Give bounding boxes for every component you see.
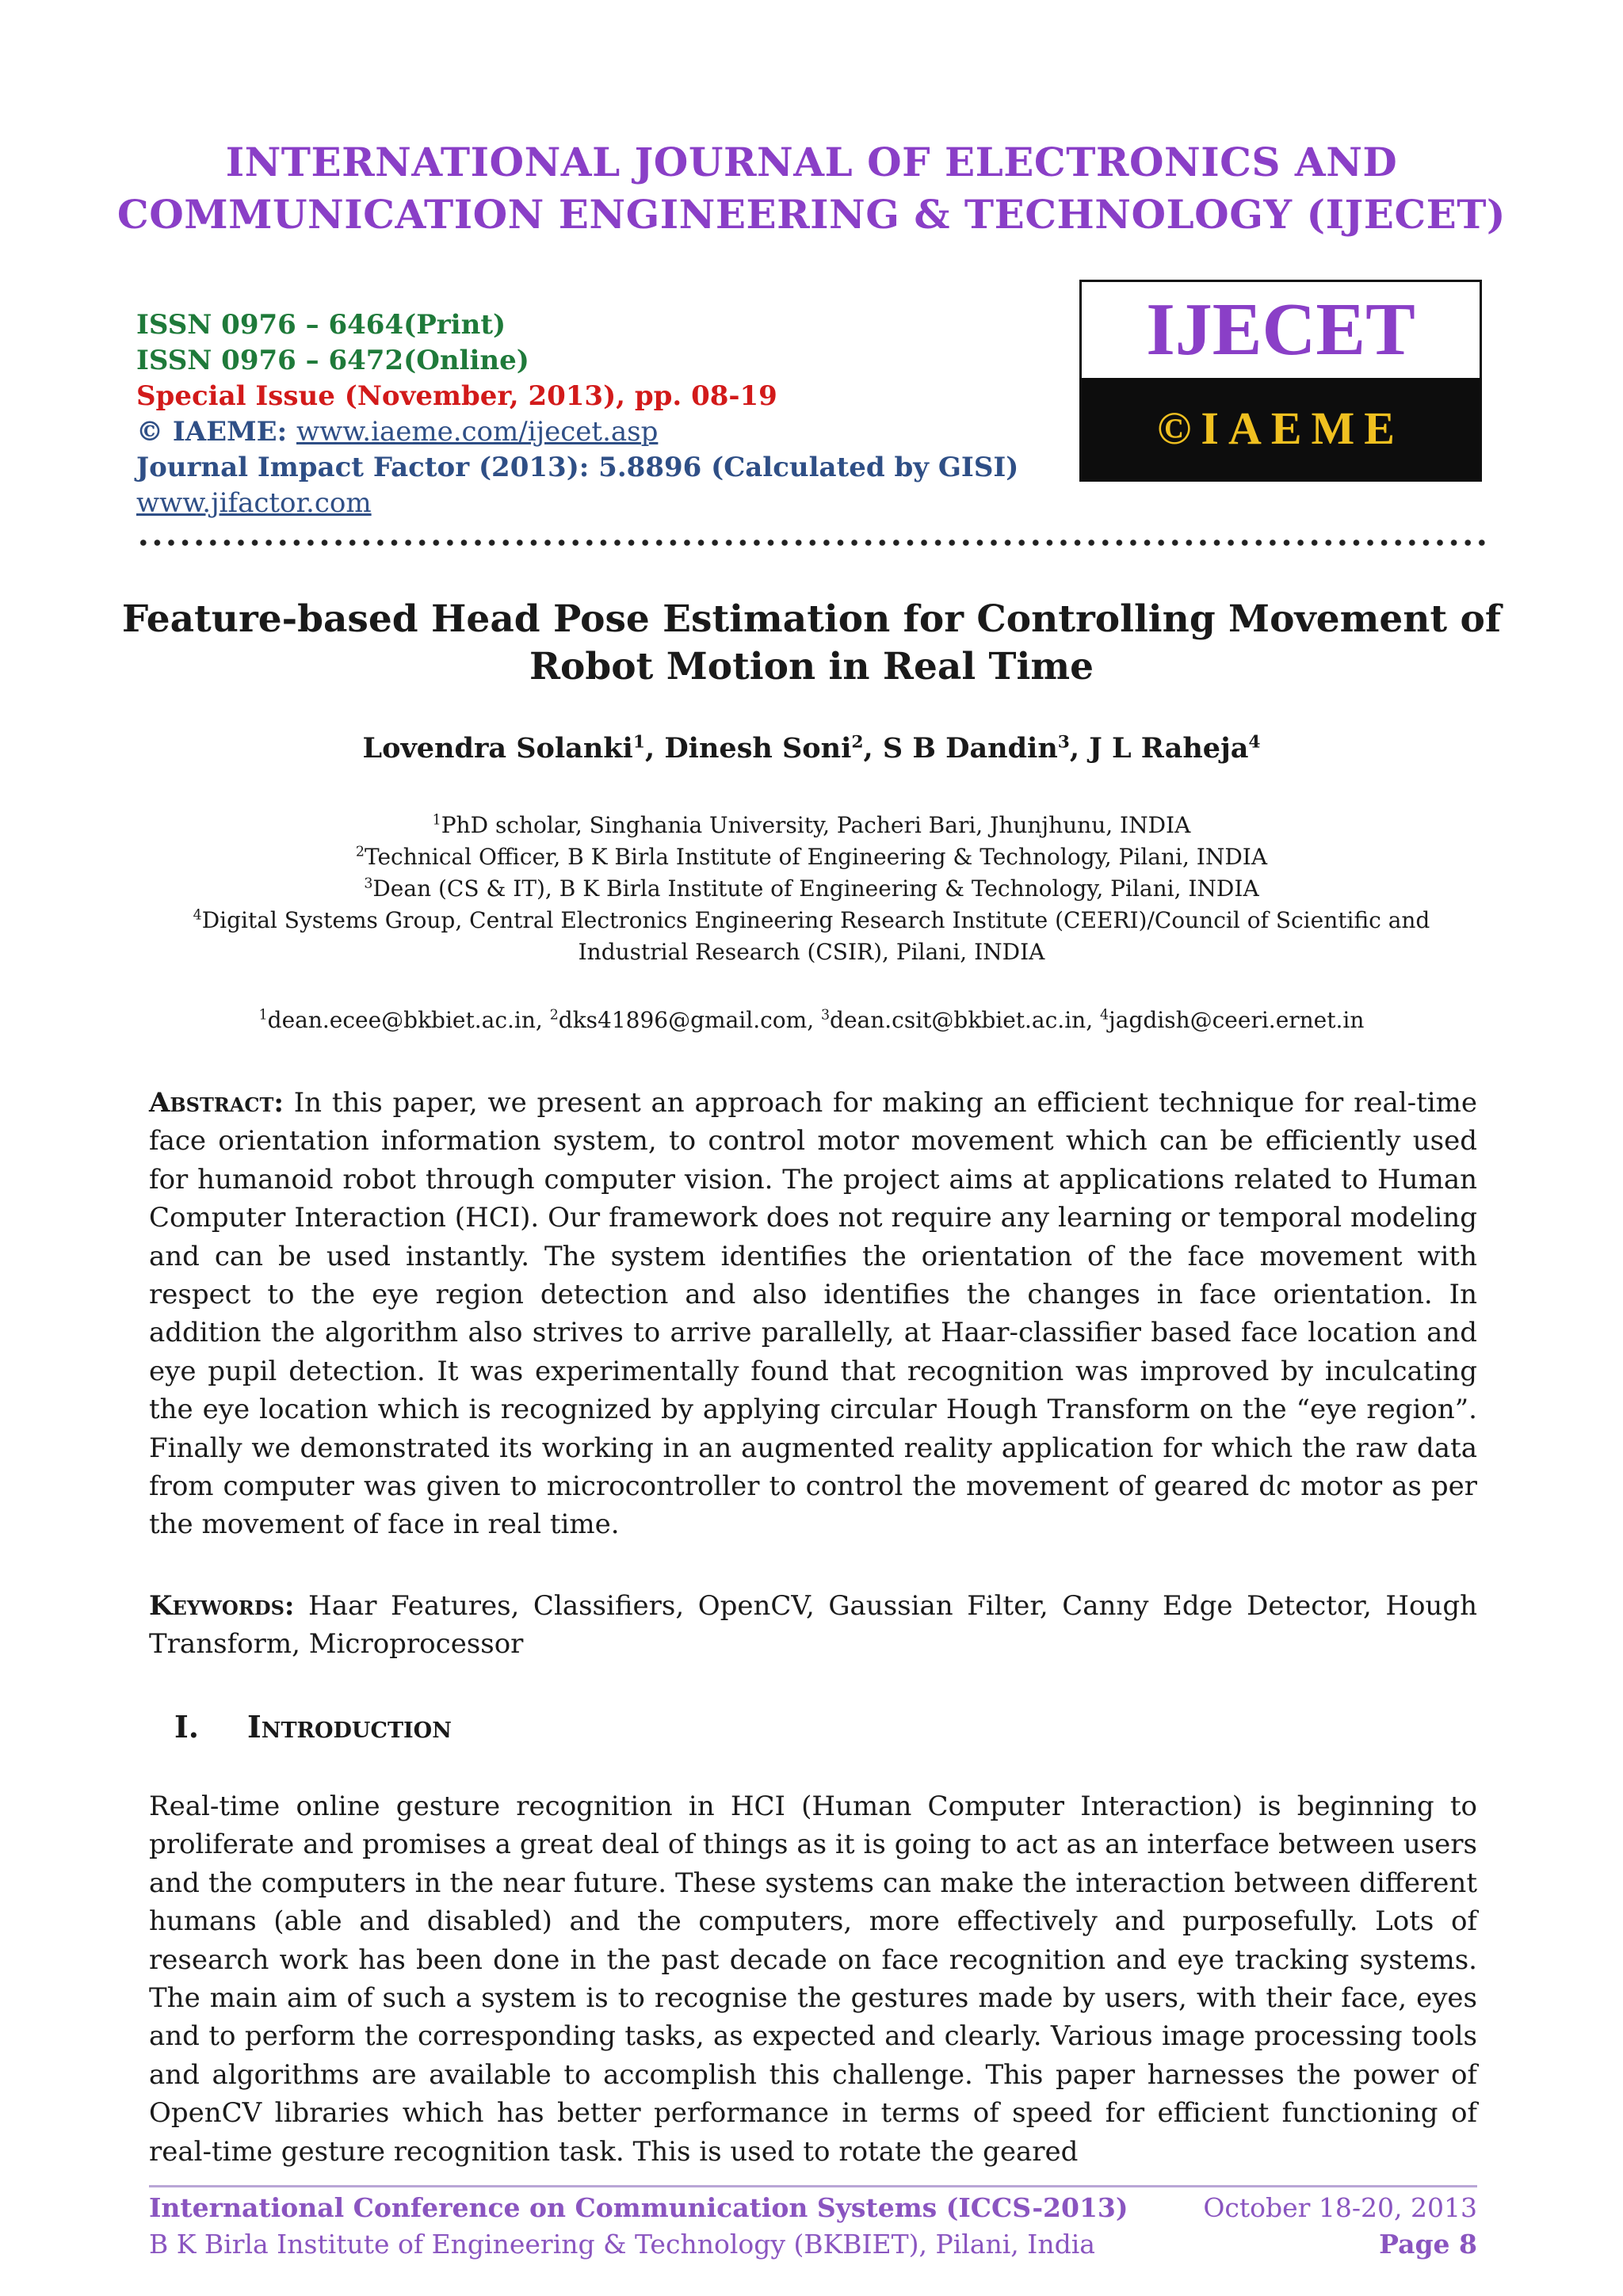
author: Lovendra Solanki$^1$,	[362, 732, 665, 765]
paper-title	[0, 596, 1623, 691]
section-heading-introduction	[174, 1707, 452, 1747]
logo-title: IJECET	[1146, 288, 1415, 371]
affiliation-line: $^4$Digital Systems Group, Central Electronics Engineering Research Institute (CEERI)/Council of Scientific and	[193, 907, 1430, 933]
impact-factor: Journal Impact Factor (2013): 5.8896 (Calculated by GISI)	[136, 452, 1019, 483]
author: Dinesh Soni$^2$,	[664, 732, 883, 765]
abstract-label: Abstract:	[149, 1087, 284, 1119]
introduction-paragraph: Real-time online gesture recognition in HCI (Human Computer Interaction) is beginning to proliferate and promises a great deal of things as it is going to act as an interface between users and the computers in the near future. These systems can make the interaction between different humans (able and disabled) and the computers, more effectively and purposefully. Lots of research work has been done in the past decade on face recognition and eye tracking systems. The main aim of such a system is to recognise the gestures made by users, with their face, eyes and to perform the corresponding tasks, as expected and clearly. Various image processing tools and algorithms are available to accomplish this challenge. This paper harnesses the power of OpenCV libraries which has better performance in terms of speed for efficient functioning of real-time gesture recognition task. This is used to rotate the geared	[149, 1791, 1477, 2168]
footer-dates: October 18-20, 2013	[1203, 2192, 1477, 2223]
email-link[interactable]: dks41896@gmail.com	[558, 1007, 808, 1033]
author-emails: $^1$dean.ecee@bkbiet.ac.in, $^2$dks41896@gmail.com, $^3$dean.csit@bkbiet.ac.in, $^4$jagdish@ceeri.ernet.in	[258, 1007, 1365, 1033]
jifactor-link[interactable]: www.jifactor.com	[136, 487, 372, 519]
abstract	[149, 1084, 1477, 1544]
email-link[interactable]: jagdish@ceeri.ernet.in	[1109, 1007, 1365, 1033]
iaeme-link[interactable]: www.iaeme.com/ijecet.asp	[296, 416, 659, 448]
affiliations	[0, 810, 1623, 968]
footer-rule	[149, 2185, 1477, 2187]
affiliation-line: $^3$Dean (CS & IT), B K Birla Institute of Engineering & Technology, Pilani, INDIA	[364, 875, 1259, 902]
author-list	[0, 730, 1623, 767]
affiliation-line: Industrial Research (CSIR), Pilani, INDIA	[578, 939, 1045, 965]
footer-page-number: Page 8	[1379, 2229, 1477, 2260]
author: S B Dandin$^3$,	[882, 732, 1090, 765]
issn-print: ISSN 0976 – 6464(Print)	[136, 309, 506, 341]
special-issue: Special Issue (November, 2013), pp. 08-19	[136, 380, 777, 412]
abstract-text: In this paper, we present an approach for making an efficient technique for real-time face orientation information system, to control motor movement which can be efficiently used for humanoid robot through computer vision. The project aims at applications related to Human Computer Interaction (HCI). Our framework does not require any learning or temporal modeling and can be used instantly. The system identifies the orientation of the face movement with respect to the eye region detection and also identifies the changes in face orientation. In addition the algorithm also strives to arrive parallelly, at Haar-classifier based face location and eye pupil detection. It was experimentally found that recognition was improved by inculcating the eye location which is recognized by applying circular Hough Transform on the “eye region”. Finally we demonstrated its working in an augmented reality application for which the raw data from computer was given to microcontroller to control the movement of geared dc motor as per the movement of face in real time.	[149, 1087, 1477, 1541]
author: J L Raheja$^4$	[1089, 732, 1261, 765]
keywords	[149, 1587, 1477, 1664]
ijecet-logo	[1079, 280, 1482, 482]
journal-metadata	[136, 307, 1018, 521]
affiliation-line: $^1$PhD scholar, Singhania University, Pacheri Bari, Jhunjhunu, INDIA	[432, 812, 1191, 838]
iaeme-prefix: © IAEME:	[136, 416, 288, 448]
footer-institute: B K Birla Institute of Engineering & Technology (BKBIET), Pilani, India	[149, 2229, 1095, 2260]
footer-conference: International Conference on Communication Systems (ICCS-2013)	[149, 2192, 1128, 2223]
iaeme-line	[136, 414, 1018, 450]
affiliation-line: $^2$Technical Officer, B K Birla Institute of Engineering & Technology, Pilani, INDIA	[355, 844, 1268, 870]
journal-title	[0, 136, 1623, 241]
journal-title-line-2: COMMUNICATION ENGINEERING & TECHNOLOGY (IJECET)	[116, 191, 1507, 238]
email-link[interactable]: dean.csit@bkbiet.ac.in	[830, 1007, 1086, 1033]
paper-title-line-1: Feature-based Head Pose Estimation for Controlling Movement of	[121, 597, 1502, 641]
keywords-label: Keywords:	[149, 1590, 295, 1622]
journal-title-line-1: INTERNATIONAL JOURNAL OF ELECTRONICS AND	[225, 139, 1398, 185]
section-title: Introduction	[247, 1709, 452, 1745]
dotted-separator	[136, 539, 1491, 547]
logo-publisher: ©IAEME	[1082, 378, 1480, 479]
paper-title-line-2: Robot Motion in Real Time	[529, 645, 1094, 688]
keywords-text: Haar Features, Classifiers, OpenCV, Gaussian Filter, Canny Edge Detector, Hough Transform, Microprocessor	[149, 1590, 1477, 1661]
email-link[interactable]: dean.ecee@bkbiet.ac.in	[267, 1007, 536, 1033]
section-number: I.	[174, 1709, 200, 1745]
issn-online: ISSN 0976 – 6472(Online)	[136, 345, 529, 376]
